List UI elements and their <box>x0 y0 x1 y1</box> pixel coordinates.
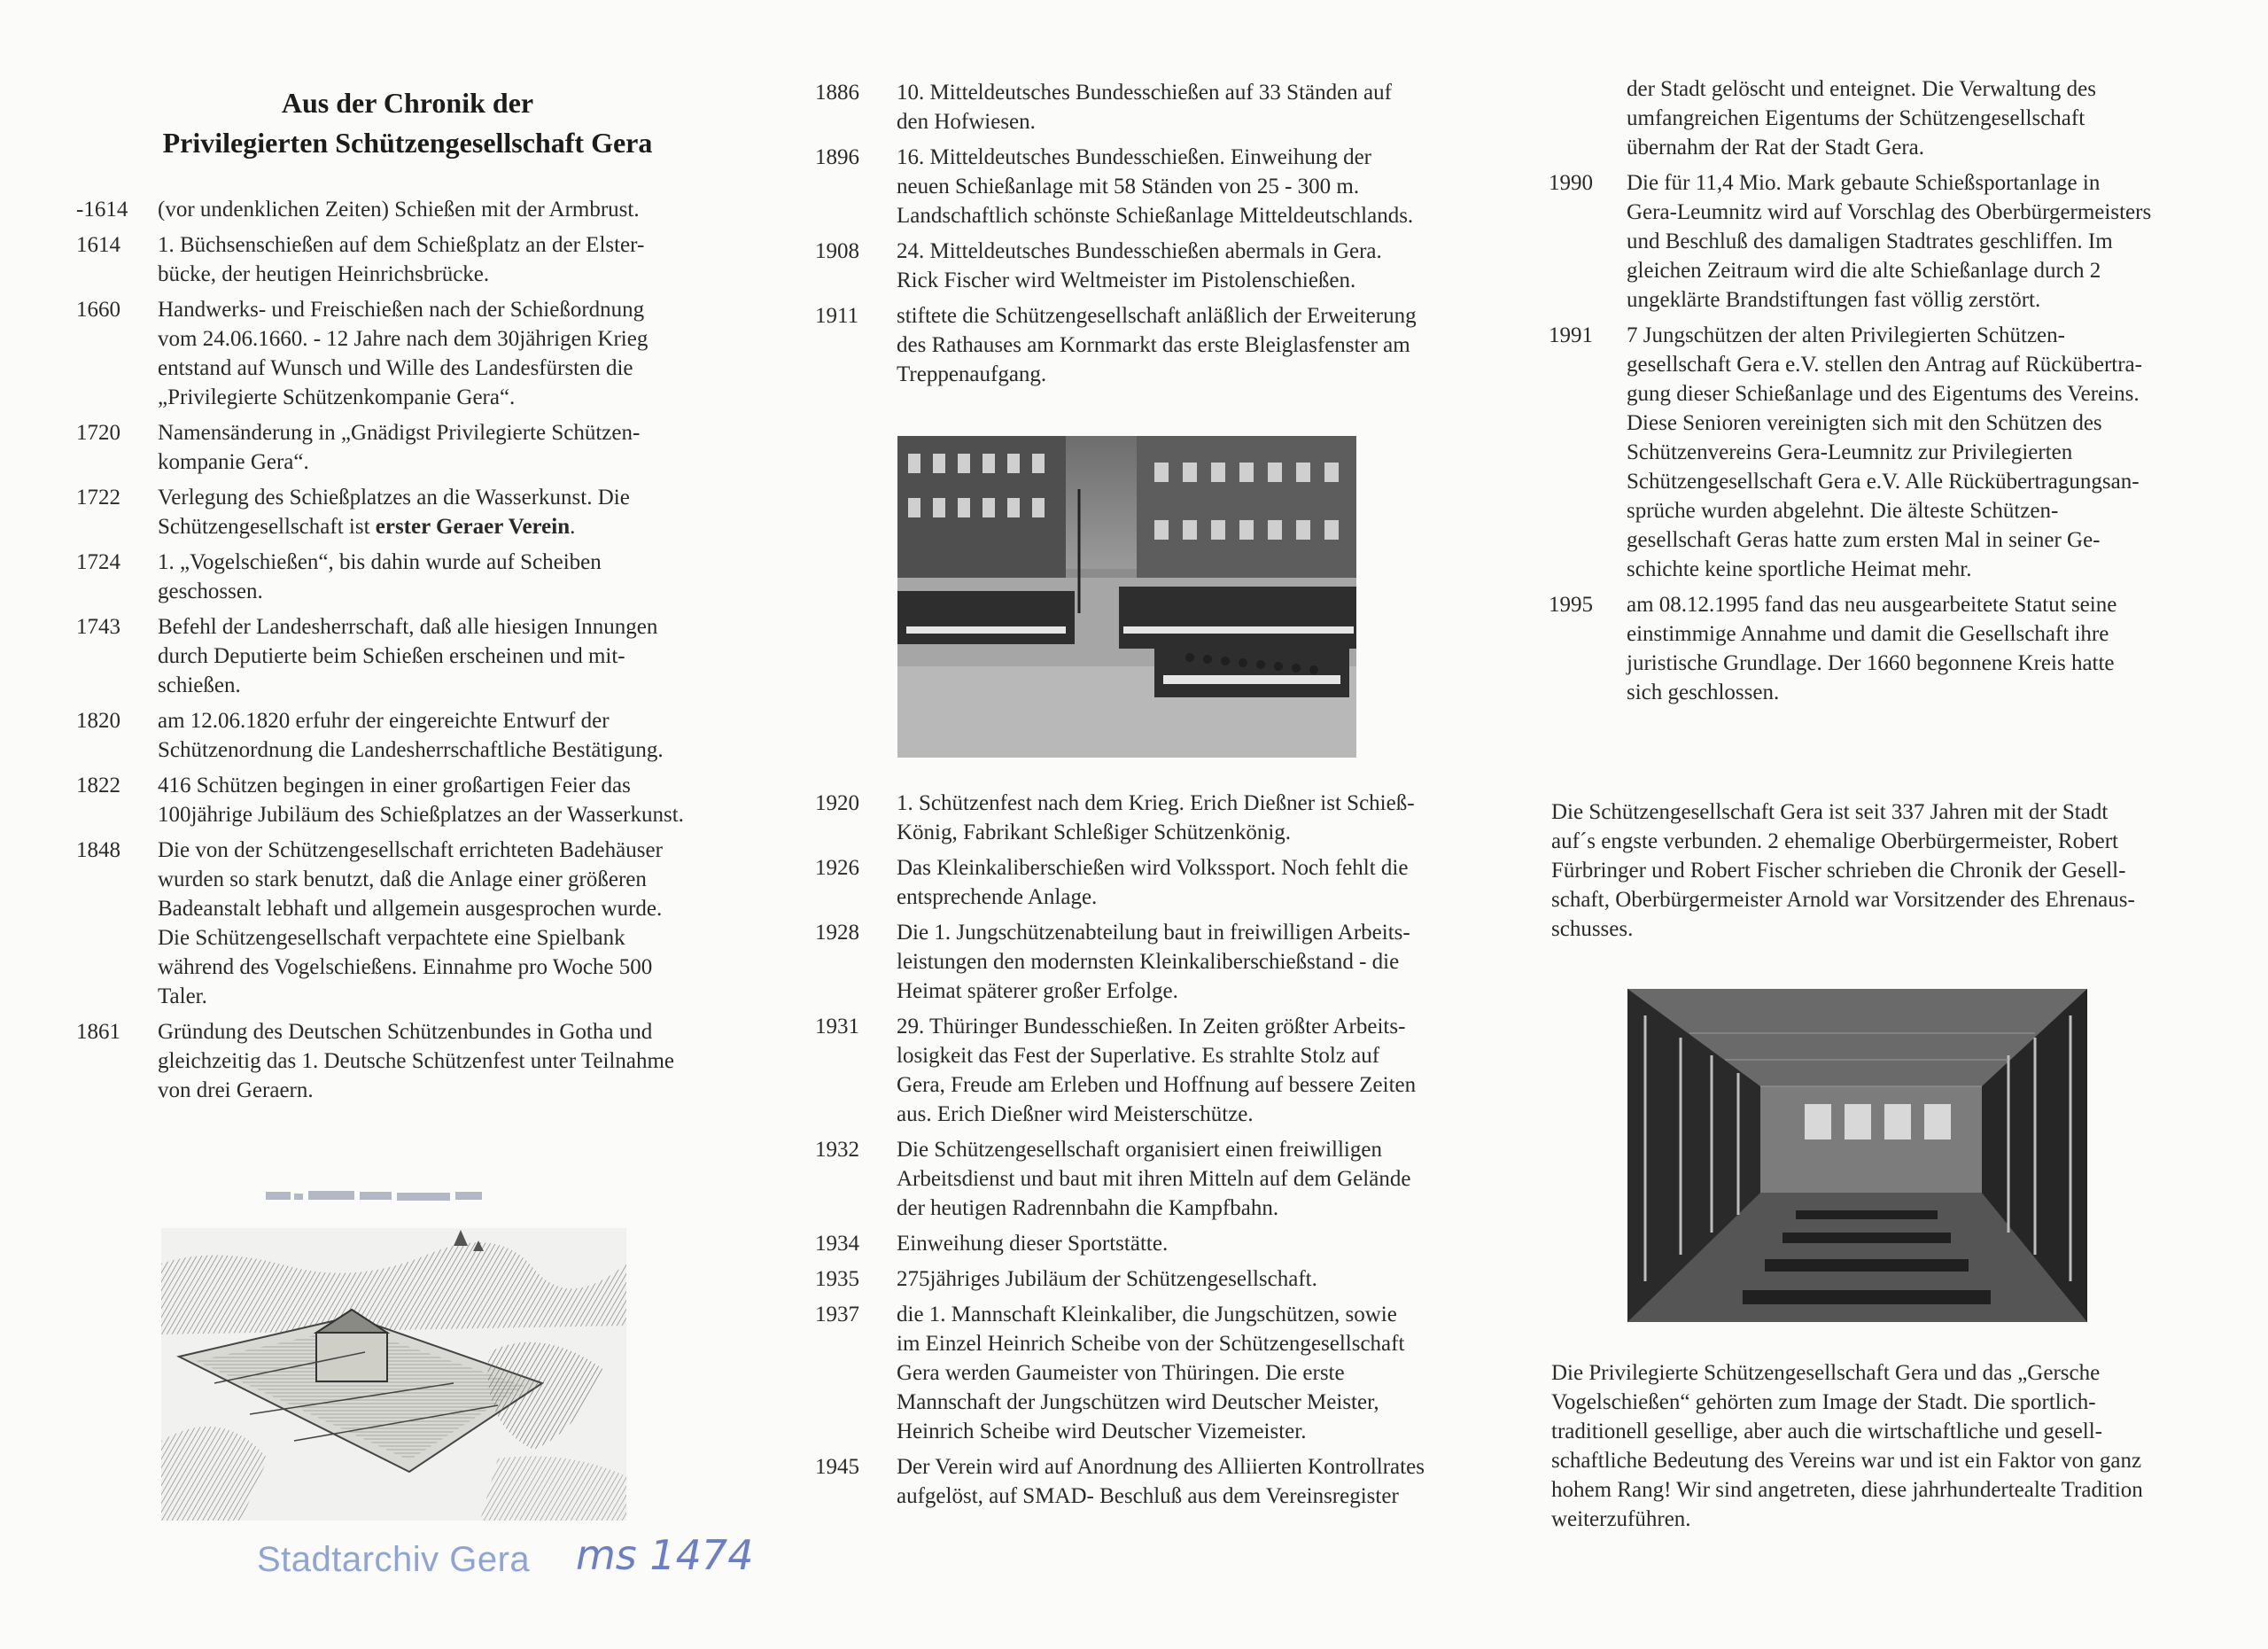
chronicle-entry <box>1549 321 2224 584</box>
entry-year: 1743 <box>76 615 120 639</box>
entry-text: 29. Thüringer Bundesschießen. In Zeiten größter Arbeits- losigkeit das Fest der Superlative. Es strahlte Stolz auf Gera, Freude am Erleben und Hoffnung auf bessere Zeiten aus. Erich Dießner wird Meisterschütze. <box>897 1015 1417 1126</box>
entry-year: 1935 <box>815 1267 859 1291</box>
entry-year: 1660 <box>76 298 120 322</box>
entry-text: Gründung des Deutschen Schützenbundes in Gotha und gleichzeitig das 1. Deutsche Schützenfest unter Teilnahme von drei Geraern. <box>158 1020 675 1102</box>
chronicle-column-3 <box>1549 74 2224 713</box>
entry-year: 1990 <box>1549 171 1593 195</box>
entry-year: 1724 <box>76 550 120 574</box>
entry-text: stiftete die Schützengesellschaft anläßlich der Erweiterung des Rathauses am Kornmarkt das erste Bleiglasfenster am Treppenaufgang. <box>897 304 1417 386</box>
page-title <box>53 83 762 163</box>
entry-text: Der Verein wird auf Anordnung des Alliierten Kontrollrates aufgelöst, auf SMAD- Beschluß aus dem Vereinsregister <box>897 1455 1425 1508</box>
entry-text: 1. „Vogelschießen“, bis dahin wurde auf Scheiben geschossen. <box>158 550 602 603</box>
entry-text: die 1. Mannschaft Kleinkaliber, die Jungschützen, sowie im Einzel Heinrich Scheibe von der Schützengesellschaft Gera werden Gaumeister von Thüringen. Die erste Mannschaft der Jungschützen wird Deutscher Meister, Heinrich Scheibe wird Deutscher Vizemeister. <box>897 1303 1405 1443</box>
entry-year: 1937 <box>815 1303 859 1326</box>
entry-text: Die für 11,4 Mio. Mark gebaute Schießsportanlage in Gera-Leumnitz wird auf Vorschlag des Oberbürgermeisters und Beschluß des damaligen Stadtrates geschliffen. Im gleichen Zeitraum wird die alte Schießanlage durch 2 ungeklärte Brandstiftungen fast völlig zerstört. <box>1627 171 2152 312</box>
entry-text: Namensänderung in „Gnädigst Privilegierte Schützen- kompanie Gera“. <box>158 421 641 474</box>
entry-text: am 12.06.1820 erfuhr der eingereichte Entwurf der Schützenordnung die Landesherrschaftliche Bestätigung. <box>158 709 664 762</box>
entry-year: 1995 <box>1549 593 1593 617</box>
entry-text: Befehl der Landesherrschaft, daß alle hiesigen Innungen durch Deputierte beim Schießen erscheinen und mit- schießen. <box>158 615 658 697</box>
chronicle-entry <box>815 853 1466 912</box>
entry-year: 1934 <box>815 1232 859 1256</box>
entry-year: 1908 <box>815 239 859 263</box>
chronicle-entry <box>815 78 1466 136</box>
chronicle-entry <box>1549 168 2224 315</box>
entry-text: 416 Schützen begingen in einer großartigen Feier das 100jährige Jubiläum des Schießplatzes an der Wasserkunst. <box>158 774 684 827</box>
archive-stamp: Stadtarchiv Gera <box>257 1540 531 1579</box>
entry-year: 1926 <box>815 856 859 880</box>
engraving-caption <box>266 1186 505 1206</box>
entry-text: Handwerks- und Freischießen nach der Schießordnung vom 24.06.1660. - 12 Jahre nach dem 30jährigen Krieg entstand auf Wunsch und Wille des Landesfürsten die „Privilegierte Schützenkompanie Gera“. <box>158 298 649 409</box>
entry-year: 1911 <box>815 304 859 328</box>
chronicle-entry <box>76 418 736 477</box>
entry-year: 1928 <box>815 921 859 945</box>
chronicle-entry <box>76 836 736 1011</box>
continued-text: der Stadt gelöscht und enteignet. Die Verwaltung des umfangreichen Eigentums der Schützengesellschaft übernahm der Rat der Stadt Gera. <box>1627 77 2096 159</box>
closing-paragraph-history: Die Schützengesellschaft Gera ist seit 337 Jahren mit der Stadt auf´s engste verbunden. 2 ehemalige Oberbürgermeister, Robert Fürbringer und Robert Fischer schrieben die Chronik der Gesell- schaft, Oberbürgermeister Arnold war Vorsitzender des Ehrenaus- schusses. <box>1551 800 2135 941</box>
entry-year: 1820 <box>76 709 120 733</box>
chronicle-entry <box>815 143 1466 230</box>
entry-text: 1. Schützenfest nach dem Krieg. Erich Dießner ist Schieß- König, Fabrikant Schleßiger Schützenkönig. <box>897 791 1415 844</box>
chronicle-entry <box>815 1300 1466 1446</box>
entry-text: 10. Mitteldeutsches Bundesschießen auf 33 Ständen auf den Hofwiesen. <box>897 81 1392 134</box>
engraving-caption-scribble <box>266 1186 505 1206</box>
entry-year: 1720 <box>76 421 120 445</box>
chronicle-entry <box>815 918 1466 1006</box>
entry-text: 1. Büchsenschießen auf dem Schießplatz an der Elster- bücke, der heutigen Heinrichsbrücke. <box>158 233 645 286</box>
entry-year: 1848 <box>76 838 120 862</box>
engraving-shooting-range-image <box>161 1228 626 1521</box>
entry-year: 1614 <box>76 233 120 257</box>
entry-year: 1932 <box>815 1138 859 1162</box>
title-line-2: Privilegierten Schützengesellschaft Gera <box>162 127 653 159</box>
chronicle-entry <box>815 1012 1466 1129</box>
chronicle-entry <box>815 1452 1466 1511</box>
entry-text: 7 Jungschützen der alten Privilegierten Schützen- gesellschaft Gera e.V. stellen den Antrag auf Rückübertra- gung dieser Schießanlage und des Eigentums des Vereins. Diese Senioren vereinigten sich mit den Schützen des Schützenvereins Gera-Leumnitz zur Privilegierten Schützengesellschaft Gera e.V. Alle Rückübertragungsan- sprüche wurden abgelehnt. Die älteste Schützen- gesellschaft Geras hatte zum ersten Mal in seiner Ge- schichte keine sportliche Heimat mehr. <box>1627 323 2142 581</box>
chronicle-entry <box>76 195 736 224</box>
entry-text: Die Schützengesellschaft organisiert einen freiwilligen Arbeitsdienst und baut mit ihren Mitteln auf dem Gelände der heutigen Radrennbahn die Kampfbahn. <box>897 1138 1411 1220</box>
chronicle-entry <box>76 230 736 289</box>
entry-year: 1722 <box>76 486 120 509</box>
entry-text: 24. Mitteldeutsches Bundesschießen abermals in Gera. Rick Fischer wird Weltmeister im Pistolenschießen. <box>897 239 1382 292</box>
chronicle-entry <box>815 237 1466 295</box>
entry-text: am 08.12.1995 fand das neu ausgearbeitete Statut seine einstimmige Annahme und damit die Gesellschaft ihre juristische Grundlage. Der 1660 begonnene Kreis hatte sich geschlossen. <box>1627 593 2117 704</box>
chronicle-entry <box>76 483 736 541</box>
entry-year: -1614 <box>76 198 128 222</box>
chronicle-entry <box>815 789 1466 847</box>
entry-text: Das Kleinkaliberschießen wird Volkssport. Noch fehlt die entsprechende Anlage. <box>897 856 1409 909</box>
chronicle-column-1 <box>76 195 736 1111</box>
entry-text: Einweihung dieser Sportstätte. <box>897 1232 1169 1256</box>
entry-text <box>158 483 736 541</box>
marksmen-parade-photo <box>897 436 1356 758</box>
entry-year: 1896 <box>815 145 859 169</box>
entry-year: 1945 <box>815 1455 859 1479</box>
entry-year: 1991 <box>1549 323 1593 347</box>
archive-signature-number: ms 1474 <box>576 1531 754 1579</box>
chronicle-entry <box>76 1017 736 1105</box>
chronicle-entry <box>76 295 736 412</box>
title-line-1: Aus der Chronik der <box>281 87 534 119</box>
chronicle-entry <box>815 1135 1466 1223</box>
entry-text: 275jähriges Jubiläum der Schützengesellschaft. <box>897 1267 1317 1291</box>
entry-year: 1822 <box>76 774 120 797</box>
chronicle-entry <box>815 1229 1466 1258</box>
chronicle-entry <box>815 1264 1466 1294</box>
entry-text-part: . <box>570 515 576 539</box>
entry-text: Die von der Schützengesellschaft errichteten Badehäuser wurden so stark benutzt, daß die Anlage einer größeren Badeanstalt lebhaft und allgemein ausgesprochen wurde. Die Schützengesellschaft verpachtete eine Spielbank während des Vogelschießens. Einnahme pro Woche 500 Taler. <box>158 838 663 1008</box>
entry-year: 1886 <box>815 81 859 105</box>
entry-year: 1920 <box>815 791 859 815</box>
entry-text: 16. Mitteldeutsches Bundesschießen. Einweihung der neuen Schießanlage mit 58 Ständen von 25 - 300 m. Landschaftlich schönste Schießanlage Mitteldeutschlands. <box>897 145 1414 228</box>
chronicle-entry <box>76 706 736 765</box>
chronicle-column-2 <box>815 78 1466 1517</box>
shooting-hall-interior-photo <box>1627 989 2087 1322</box>
chronicle-entry <box>76 612 736 700</box>
entry-text: (vor undenklichen Zeiten) Schießen mit der Armbrust. <box>158 198 640 222</box>
chronicle-entry <box>76 548 736 606</box>
chronicle-entry <box>1549 590 2224 707</box>
entry-text-part: Verlegung des Schießplatzes an die Wasserkunst. Die Schützengesellschaft ist <box>158 486 630 539</box>
chronicle-entry <box>76 771 736 829</box>
entry-year: 1931 <box>815 1015 859 1038</box>
closing-paragraph-tradition: Die Privilegierte Schützengesellschaft Gera und das „Gersche Vogelschießen“ gehörten zum Image der Stadt. Die sportlich- traditionell gesellige, aber auch die wirtschaftliche und gesell- schaftliche Bedeutung des Vereins war und ist ein Faktor von ganz hohem Rang! Wir sind angetreten, diese jahrhundertealte Tradition weiterzuführen. <box>1551 1361 2143 1531</box>
chronicle-entry <box>815 301 1466 389</box>
entry-text: Die 1. Jungschützenabteilung baut in freiwilligen Arbeits- leistungen den modernsten Kleinkaliberschießstand - die Heimat späterer großer Erfolge. <box>897 921 1410 1003</box>
entry-text-emphasis: erster Geraer Verein <box>375 515 571 539</box>
entry-year: 1861 <box>76 1020 120 1044</box>
